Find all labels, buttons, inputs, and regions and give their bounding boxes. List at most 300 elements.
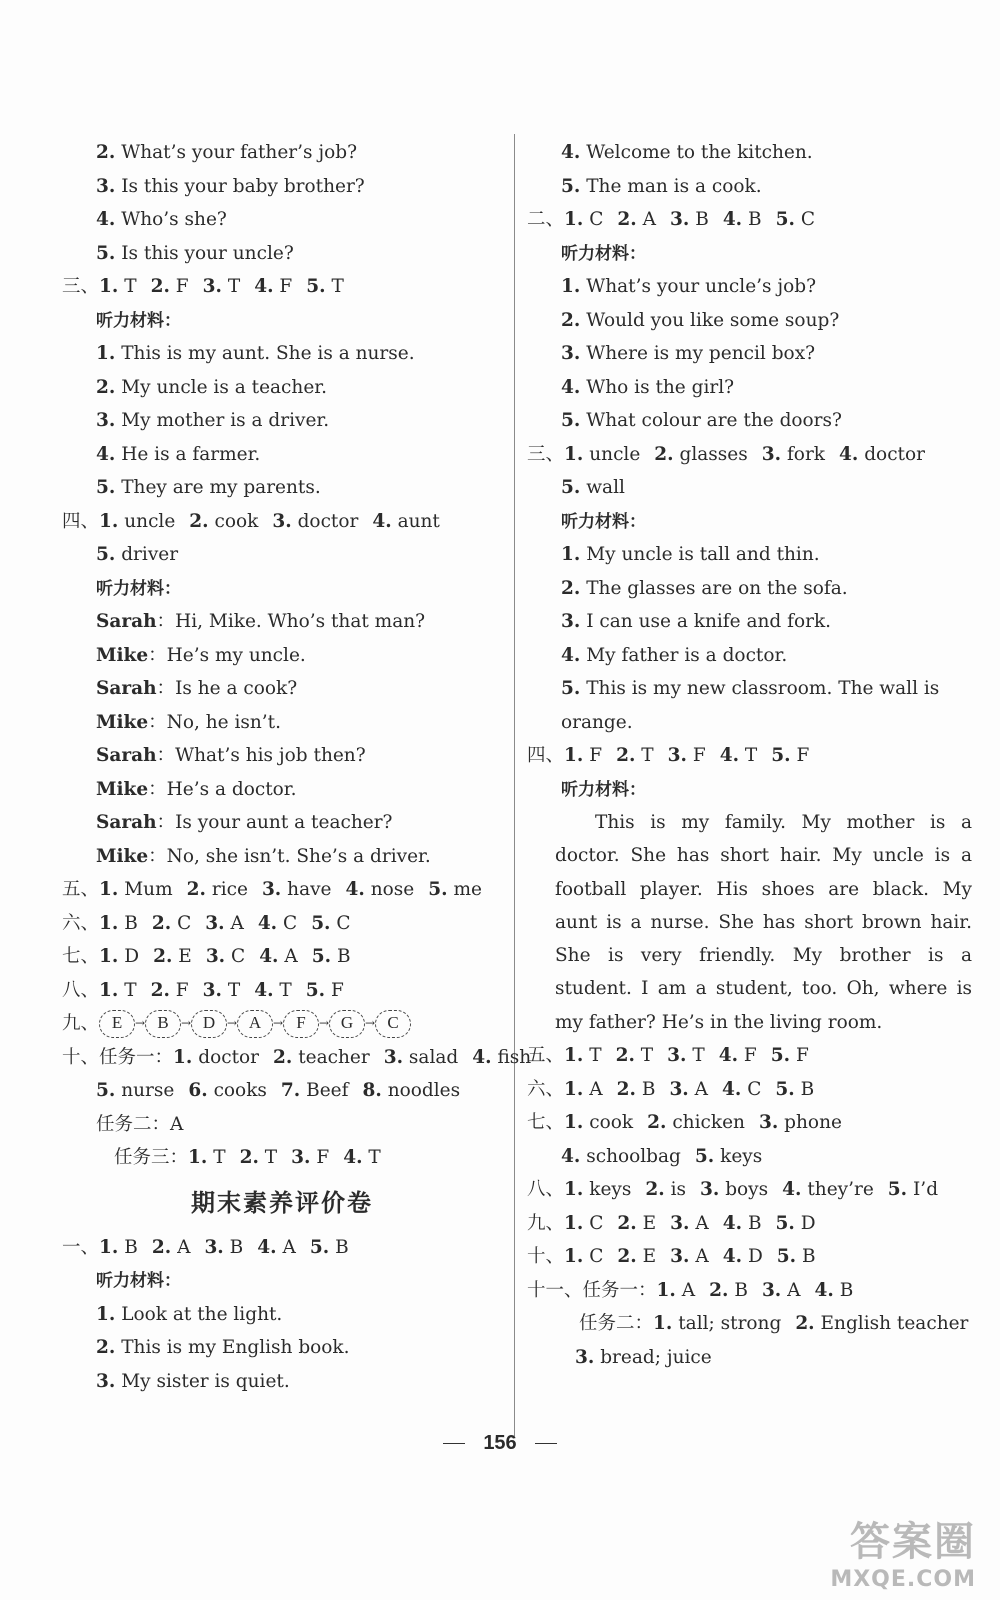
answer-value: cook <box>589 1112 634 1134</box>
answer <box>645 1179 686 1200</box>
answer-value: C <box>589 1212 604 1234</box>
section-heading <box>62 1264 502 1298</box>
answer <box>153 946 192 967</box>
answer-number: 5. <box>311 912 331 934</box>
list-item <box>527 170 972 204</box>
answer <box>839 444 925 465</box>
dialog-text: Hi, Mike. Who’s that man? <box>175 611 426 632</box>
answer-value: wall <box>586 477 625 498</box>
answer <box>709 1280 748 1301</box>
answer-value: driver <box>121 544 179 565</box>
section-heading <box>527 773 972 807</box>
answer-number: 3. <box>205 946 226 967</box>
answer-number: 5. <box>305 979 326 1001</box>
section-label: 七、 <box>527 1112 565 1134</box>
answer <box>151 980 189 1001</box>
answer-row <box>527 1240 972 1274</box>
answer <box>362 1080 460 1101</box>
answer <box>206 946 245 967</box>
answer-number: 3. <box>761 443 782 465</box>
answer-number: 3. <box>291 1147 311 1168</box>
section-label: 九、 <box>62 1013 100 1034</box>
item-number: 1. <box>96 1303 116 1325</box>
answer-number: 2. <box>795 1313 815 1335</box>
answer-number: 2. <box>647 1112 667 1134</box>
answer-value: rice <box>211 879 248 900</box>
answer-value: B <box>800 1078 815 1100</box>
answer-value: B <box>695 209 709 230</box>
answer <box>312 946 351 967</box>
answer <box>384 1047 459 1068</box>
answer <box>616 1045 654 1066</box>
answer-number: 2. <box>617 209 637 230</box>
item-number: 1. <box>561 276 581 297</box>
answer-row <box>62 940 502 974</box>
answer-value: keys <box>589 1179 632 1201</box>
answer-number: 1. <box>99 979 119 1001</box>
answer-number: 3. <box>670 1246 690 1268</box>
answer-value: A <box>282 1236 296 1258</box>
dialog-line: Mike：He’s my uncle. <box>96 644 306 666</box>
answer-number: 5. <box>775 1212 795 1234</box>
answer <box>254 276 292 297</box>
answer-value: E <box>642 1212 657 1234</box>
answer-value: C <box>747 1078 762 1100</box>
answer-value: B <box>641 1078 656 1100</box>
answer-value: A <box>695 1212 709 1234</box>
answer-value: nose <box>370 879 415 900</box>
item-number: 1. <box>96 343 116 364</box>
answer-value: C <box>800 209 816 230</box>
answer-number: 1. <box>188 1147 208 1168</box>
answer-value: tall; strong <box>678 1313 782 1335</box>
answer <box>564 745 602 766</box>
section-label: 任务三： <box>114 1147 189 1168</box>
exam-title: 期末素养评价卷 <box>191 1188 373 1217</box>
answer-number: 2. <box>709 1279 729 1301</box>
answer <box>99 913 138 934</box>
answer <box>564 1045 602 1066</box>
answer <box>151 276 189 297</box>
item-number: 4. <box>561 142 581 163</box>
answer <box>99 980 137 1001</box>
answer-number: 2. <box>273 1046 293 1068</box>
item-number: 1. <box>561 544 581 565</box>
answer <box>795 1313 968 1334</box>
dialog-line: Sarah：Is your aunt a teacher? <box>96 812 393 833</box>
answer-number: 1. <box>99 912 119 934</box>
arrow-icon: → <box>273 1016 284 1031</box>
arrow-icon: → <box>319 1016 330 1031</box>
answer-number: 3. <box>272 510 292 532</box>
answer <box>719 1045 757 1066</box>
answer <box>575 1347 712 1368</box>
answer <box>188 1080 267 1101</box>
answer <box>564 1112 633 1133</box>
watermark-logo: 答案圈 MXQE.COM <box>830 1519 976 1592</box>
answer-value: T <box>124 276 137 297</box>
answer <box>775 1079 814 1100</box>
item-text: I can use a knife and fork. <box>586 611 832 632</box>
dialog-text: He’s my uncle. <box>166 644 306 666</box>
answer-number: 1. <box>564 1112 584 1134</box>
answer-value: A <box>177 1236 191 1258</box>
answer <box>204 1237 243 1258</box>
answer-value: B <box>124 912 138 934</box>
answer-value: B <box>229 1236 244 1258</box>
heading-text: 听力材料： <box>96 578 181 599</box>
answer-value: F <box>743 1045 757 1067</box>
answer-number: 1. <box>99 510 119 532</box>
answer-value: B <box>337 946 351 967</box>
answer-number: 4. <box>719 745 740 766</box>
list-item <box>62 170 502 204</box>
cloud-letter: E <box>99 1010 135 1038</box>
answer <box>723 209 762 230</box>
answer-row <box>527 1307 972 1341</box>
answer-number: 4. <box>257 1236 277 1258</box>
answer <box>657 1280 696 1301</box>
item-number: 5. <box>561 678 581 699</box>
answer-number: 1. <box>173 1046 193 1068</box>
item-number: 5. <box>96 477 116 498</box>
answer <box>776 1213 816 1234</box>
answer-number: 5. <box>309 1236 330 1258</box>
answer-value: A <box>642 209 656 230</box>
right-column <box>527 136 972 1374</box>
section-label: 六、 <box>62 912 100 934</box>
answer-number: 5. <box>887 1179 908 1201</box>
speaker-name: Sarah <box>96 812 157 833</box>
item-text: Is this your uncle? <box>121 242 294 264</box>
answer <box>99 276 137 297</box>
answer-number: 3. <box>202 276 222 297</box>
answer-value: C <box>589 209 604 230</box>
answer-number: 8. <box>362 1080 382 1101</box>
answer <box>700 1179 768 1200</box>
cloud-letter: A <box>237 1010 273 1038</box>
answer-number: 1. <box>564 443 584 465</box>
answer-number: 3. <box>669 1078 689 1100</box>
answer <box>670 1246 709 1267</box>
answer <box>695 1146 762 1167</box>
answer-row <box>62 538 502 572</box>
cloud-letter: F <box>283 1010 319 1038</box>
answer-number: 4. <box>722 1212 743 1234</box>
item-number: 3. <box>96 410 116 431</box>
answer-value: they’re <box>807 1179 874 1201</box>
answer <box>273 1047 370 1068</box>
answer <box>564 209 603 230</box>
answer-value: schoolbag <box>586 1145 681 1167</box>
list-item <box>62 438 502 472</box>
list-item <box>527 572 972 606</box>
arrow-icon: → <box>227 1016 238 1031</box>
list-item <box>527 270 972 304</box>
answer-value: B <box>747 1212 762 1234</box>
answer-value: uncle <box>589 443 641 465</box>
answer-value: cooks <box>213 1080 267 1101</box>
answer-number: 2. <box>615 1045 635 1067</box>
answer <box>617 1213 656 1234</box>
answer-number: 1. <box>564 209 584 230</box>
answer-value: teacher <box>298 1046 370 1068</box>
section-label: 四、 <box>527 745 565 766</box>
left-column <box>62 136 532 1398</box>
answer-number: 5. <box>771 745 791 766</box>
section-label: 十、任务一： <box>62 1046 174 1068</box>
answer-row <box>527 739 972 773</box>
arrow-icon: → <box>135 1016 146 1031</box>
list-item <box>527 605 972 639</box>
answer-number: 2. <box>153 946 173 967</box>
item-text: What’s your uncle’s job? <box>586 276 817 297</box>
answer-value: D <box>800 1212 816 1234</box>
answer-row <box>527 1173 972 1207</box>
answer-number: 1. <box>564 1246 584 1268</box>
answer <box>188 1147 226 1168</box>
answer-number: 3. <box>667 745 687 766</box>
page-number: 156 <box>0 1432 1000 1455</box>
answer-number: 4. <box>782 1179 802 1201</box>
dialog-text: No, he isn’t. <box>166 711 281 733</box>
answer-value: fork <box>786 443 825 465</box>
section-label: 七、 <box>62 946 100 967</box>
answer-value: chicken <box>672 1112 745 1134</box>
item-number: 4. <box>96 443 116 465</box>
answer-number: 3. <box>670 1212 690 1234</box>
answer <box>888 1179 938 1200</box>
answer-value: A <box>589 1078 603 1100</box>
answer-value: A <box>787 1279 801 1301</box>
answer-value: T <box>227 979 241 1001</box>
answer-value: boys <box>725 1179 769 1201</box>
answer-value: T <box>589 1045 602 1067</box>
answer-value: T <box>692 1045 705 1067</box>
answer-value: T <box>641 745 654 766</box>
section-label: 八、 <box>62 979 100 1001</box>
heading-text: 听力材料： <box>561 243 646 264</box>
item-number: 3. <box>96 1370 116 1392</box>
answer-number: 4. <box>839 443 859 465</box>
answer-number: 4. <box>259 946 279 967</box>
answer-number: 3. <box>758 1112 779 1134</box>
answer-number: 1. <box>653 1313 673 1335</box>
answer-number: 5. <box>770 1045 791 1067</box>
answer-value: C <box>283 912 298 934</box>
cloud-letter: B <box>145 1010 181 1038</box>
answer-number: 1. <box>99 1236 119 1258</box>
arrow-icon: → <box>365 1016 376 1031</box>
answer-value: E <box>178 946 192 967</box>
answer <box>258 913 297 934</box>
list-item <box>62 1298 502 1332</box>
answer <box>670 1213 709 1234</box>
answer-number: 2. <box>189 510 209 532</box>
answer <box>564 1079 603 1100</box>
answer-number: 2. <box>654 443 674 465</box>
section-label: 一、 <box>62 1236 100 1258</box>
list-item <box>527 538 972 572</box>
answer-number: 2. <box>617 1212 637 1234</box>
answer <box>272 511 358 532</box>
answer <box>670 209 709 230</box>
answer-value: F <box>175 276 189 297</box>
item-text: This is my new classroom. The wall is <box>586 678 940 699</box>
section-label: 二、 <box>527 209 565 230</box>
answer-value: salad <box>408 1046 459 1068</box>
item-number: 4. <box>96 209 116 230</box>
dialog-line: Mike：No, she isn’t. She’s a driver. <box>96 845 431 867</box>
answer-number: 1. <box>99 946 119 967</box>
item-text: Who is the girl? <box>586 376 735 398</box>
answer-row <box>62 1074 502 1108</box>
answer-number: 1. <box>656 1279 676 1301</box>
answer-number: 1. <box>99 879 119 900</box>
answer-number: 4. <box>718 1045 739 1067</box>
item-number: 3. <box>96 175 116 197</box>
answer-row <box>527 1073 972 1107</box>
answer-value: doctor <box>864 443 925 465</box>
answer-number: 5. <box>306 276 326 297</box>
item-text: Where is my pencil box? <box>586 343 816 364</box>
answer <box>561 1146 681 1167</box>
heading-text: 听力材料： <box>561 779 646 800</box>
list-item <box>62 404 502 438</box>
section-heading <box>527 505 972 539</box>
answer-value: uncle <box>124 510 176 532</box>
item-text: Who’s she? <box>121 209 227 230</box>
answer-number: 2. <box>239 1147 259 1168</box>
section-label: 五、 <box>62 879 100 900</box>
answer <box>187 879 248 900</box>
answer <box>720 745 758 766</box>
item-text: The glasses are on the sofa. <box>586 577 848 599</box>
item-text: My father is a doctor. <box>586 644 788 666</box>
answer <box>653 1313 781 1334</box>
answer-value: A <box>695 1246 709 1268</box>
answer-value: T <box>213 1147 226 1168</box>
item-text: My sister is quiet. <box>121 1370 290 1392</box>
heading-text: 听力材料： <box>96 310 181 331</box>
answer-number: 3. <box>699 1179 720 1201</box>
dialog-text: What’s his job then? <box>175 745 366 766</box>
answer-number: 1. <box>564 1179 584 1201</box>
answer-number: 1. <box>564 1045 584 1067</box>
item-number: 2. <box>561 577 581 599</box>
answer-value: F <box>589 745 603 766</box>
answer <box>815 1280 854 1301</box>
answer-row <box>62 505 502 539</box>
answer <box>782 1179 874 1200</box>
item-text: What’s your father’s job? <box>121 142 358 163</box>
section-heading <box>527 237 972 271</box>
list-item <box>527 337 972 371</box>
answer <box>203 980 241 1001</box>
section-label: 九、 <box>527 1212 565 1234</box>
answer-value: D <box>747 1246 763 1268</box>
list-item <box>62 136 502 170</box>
answer-number: 5. <box>561 477 581 498</box>
answer-number: 1. <box>99 276 119 297</box>
answer <box>257 1237 296 1258</box>
answer-value: I’d <box>913 1179 939 1201</box>
answer <box>723 1213 762 1234</box>
answer <box>564 444 640 465</box>
answer <box>647 1112 745 1133</box>
answer <box>96 544 178 565</box>
answer-row <box>527 1341 972 1375</box>
answer-value: doctor <box>297 510 359 532</box>
paragraph <box>527 806 972 1039</box>
answer-number: 4. <box>372 510 392 532</box>
answer-value: F <box>175 979 189 1001</box>
answer-row <box>527 1274 972 1308</box>
item-number: 3. <box>561 611 581 632</box>
speaker-name: Sarah <box>96 678 157 699</box>
answer <box>616 745 654 766</box>
answer-number: 4. <box>472 1046 492 1068</box>
section-label: 四、 <box>62 510 100 532</box>
answer <box>96 1080 174 1101</box>
answer-value: F <box>316 1147 330 1168</box>
answer-value: English teacher <box>820 1313 969 1335</box>
item-number: 2. <box>96 142 116 163</box>
answer-number: 2. <box>617 1246 637 1268</box>
section-label: 任务二： <box>579 1313 654 1335</box>
column-divider <box>514 134 515 1436</box>
item-text: The man is a cook. <box>586 175 762 197</box>
dialog-line: Sarah：Hi, Mike. Who’s that man? <box>96 611 426 632</box>
section-label: 六、 <box>527 1078 565 1100</box>
answer <box>343 1147 381 1168</box>
answer-number: 6. <box>188 1080 208 1101</box>
list-item <box>62 1331 502 1365</box>
section-label: 三、 <box>62 276 100 297</box>
speaker-name: Sarah <box>96 611 157 632</box>
dialog-text: No, she isn’t. She’s a driver. <box>166 845 431 867</box>
list-item <box>527 404 972 438</box>
answer-number: 4. <box>254 276 274 297</box>
answer-value: T <box>279 979 292 1001</box>
answer <box>203 276 241 297</box>
answer-value: is <box>670 1179 686 1201</box>
answer-row <box>527 1140 972 1174</box>
answer-row <box>62 1231 502 1265</box>
answer <box>99 511 175 532</box>
answer-value: D <box>124 946 140 967</box>
answer-value: F <box>279 276 293 297</box>
answer-number: 5. <box>311 946 332 967</box>
answer-value: T <box>331 276 344 297</box>
list-item <box>62 203 502 237</box>
answer-value: T <box>264 1147 278 1168</box>
section-heading <box>62 304 502 338</box>
answer <box>259 946 298 967</box>
item-number: 2. <box>96 376 116 398</box>
list-item <box>527 672 972 706</box>
dialog-text: He’s a doctor. <box>166 778 297 800</box>
answer <box>152 913 191 934</box>
answer-value: F <box>796 745 810 766</box>
answer-number: 2. <box>150 276 170 297</box>
answer-row <box>62 1141 502 1175</box>
list-item <box>527 304 972 338</box>
answer <box>189 511 258 532</box>
list-item <box>527 639 972 673</box>
answer-value: A <box>694 1078 709 1100</box>
answer-number: 4. <box>722 209 743 230</box>
